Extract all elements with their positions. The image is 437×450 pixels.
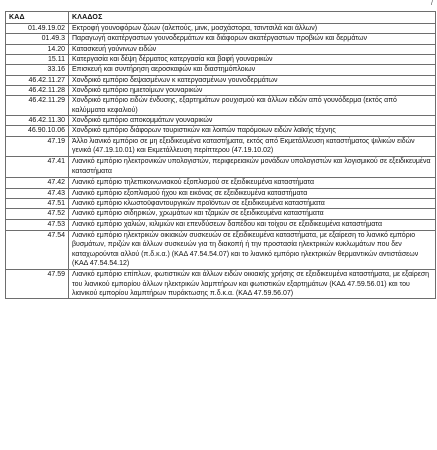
row-description: Λιανικό εμπόριο τηλεπικοινωνιακού εξοπλισμού σε εξειδικευμένα καταστήματα <box>69 178 436 188</box>
row-code: 47.59 <box>6 270 69 299</box>
table-row <box>6 188 436 198</box>
row-code: 46.42.11.28 <box>6 86 69 96</box>
row-code: 47.53 <box>6 219 69 230</box>
table-row <box>6 270 436 299</box>
row-code: 46.42.11.27 <box>6 75 69 85</box>
row-description: Χονδρικό εμπόριο αποκομμάτων γουναρικών <box>69 116 436 126</box>
table-row <box>6 136 436 157</box>
table-row <box>6 96 436 116</box>
row-code: 47.43 <box>6 188 69 198</box>
row-code: 01.49.3 <box>6 34 69 44</box>
row-description: Λιανικό εμπόριο χαλιών, κιλιμιών και επενδύσεων δαπέδου και τοίχου σε εξειδικευμένα καταστήματα <box>69 219 436 230</box>
row-description: Κατεργασία και δέψη δέρματος κατεργασία και βαφή γουναρικών <box>69 55 436 65</box>
row-description: Χονδρικό εμπόριο δεψασμένων κ κατεργασμένων γουνοδερμάτων <box>69 75 436 85</box>
row-code: 46.90.10.06 <box>6 126 69 136</box>
row-code: 46.42.11.29 <box>6 96 69 116</box>
row-description: Χονδρικό εμπόριο ειδών ένδυσης, εξαρτημάτων ρουχισμού και άλλων ειδών από γουνόδερμα (εκτός από καλύμματα κεφαλιού) <box>69 96 436 116</box>
table-header-row <box>6 12 436 24</box>
table-row <box>6 157 436 178</box>
table-row <box>6 86 436 96</box>
table-row <box>6 24 436 34</box>
table-row <box>6 198 436 208</box>
row-description: Κατασκευή γούνινων ειδών <box>69 44 436 54</box>
row-description: Εκτροφή γουνοφόρων ζώων (αλεπούς, μινκ, μοσχάστορα, τσιντσιλά και άλλων) <box>69 24 436 34</box>
header-kad: ΚΑΔ <box>6 12 69 24</box>
row-description: Χονδρικό εμπόριο διάφορων τουριστικών και λοιπών παρόμοιων ειδών λαϊκής τέχνης <box>69 126 436 136</box>
row-description: Παραγωγή ακατέργαστων γουνοδερμάτων και διάφορων ακατέργαστων προβιών και δερμάτων <box>69 34 436 44</box>
row-code: 33.16 <box>6 65 69 75</box>
header-klados: ΚΛΑΔΟΣ <box>69 12 436 24</box>
row-code: 47.51 <box>6 198 69 208</box>
table-row <box>6 44 436 54</box>
table-row <box>6 116 436 126</box>
row-description: Χονδρικό εμπόριο ημιετοίμων γουναρικών <box>69 86 436 96</box>
row-code: 15.11 <box>6 55 69 65</box>
table-row <box>6 209 436 219</box>
table-body <box>6 24 436 299</box>
row-description: Λιανικό εμπόριο σιδηρικών, χρωμάτων και τζαμιών σε εξειδικευμένα καταστήματα <box>69 209 436 219</box>
row-description: Λιανικό εμπόριο επίπλων, φωτιστικών και άλλων ειδών οικιακής χρήσης σε εξειδικευμένα καταστήματα, με εξαίρεση του λιανικού εμπορίου άλλων ηλεκτρικών λαμπτήρων και φωτιστικών εξαρτημάτων (ΚΑΔ 47.59.56.01) και του λιανικού εμπορίου λαμπτήρων πυράκτωσης π.δ.κ.α. (ΚΑΔ 47.59.56.07) <box>69 270 436 299</box>
row-code: 47.19 <box>6 136 69 157</box>
row-code: 14.20 <box>6 44 69 54</box>
row-code: 47.52 <box>6 209 69 219</box>
row-description: Λιανικό εμπόριο ηλεκτρονικών υπολογιστών, περιφερειακών μονάδων υπολογιστών και λογισμικού σε εξειδικευμένα καταστήματα <box>69 157 436 178</box>
row-code: 47.41 <box>6 157 69 178</box>
table-row <box>6 178 436 188</box>
row-description: Άλλο λιανικό εμπόριο σε μη εξειδικευμένα καταστήματα, εκτός από Εκμετάλλευση καταστήματος ψιλικών ειδών γενικά (47.19.10.01) και Εκμετάλλευση περίπτερου (47.19.10.02) <box>69 136 436 157</box>
row-code: 47.54 <box>6 230 69 269</box>
row-code: 01.49.19.02 <box>6 24 69 34</box>
table-row <box>6 126 436 136</box>
table-row <box>6 65 436 75</box>
row-code: 47.42 <box>6 178 69 188</box>
table-row <box>6 75 436 85</box>
table-row <box>6 34 436 44</box>
kad-table <box>5 11 436 299</box>
row-description: Λιανικό εμπόριο κλωστοϋφαντουργικών προϊόντων σε εξειδικευμένα καταστήματα <box>69 198 436 208</box>
corner-mark: / <box>431 0 433 7</box>
row-description: Λιανικό εμπόριο ηλεκτρικών οικιακών συσκευών σε εξειδικευμένα καταστήματα, με εξαίρεση το λιανικό εμπόριο βυσμάτων, πριζών και άλλων συσκευών για τη διακοπή ή την προστασία ηλεκτρικών κυκλωμάτων που δεν καταχωρούνται αλλού (π.δ.κ.α.) (ΚΑΔ 47.54.54.07) και το λιανικό εμπόριο ηλεκτρικών θερμαντικών αντιστάσεων (ΚΑΔ 47.54.54.12) <box>69 230 436 269</box>
row-code: 46.42.11.30 <box>6 116 69 126</box>
table-row <box>6 55 436 65</box>
row-description: Λιανικό εμπόριο εξοπλισμού ήχου και εικόνας σε εξειδικευμένα καταστήματα <box>69 188 436 198</box>
row-description: Επισκευή και συντήρηση αεροσκαφών και διαστημόπλοιων <box>69 65 436 75</box>
table-row <box>6 230 436 269</box>
table-row <box>6 219 436 230</box>
